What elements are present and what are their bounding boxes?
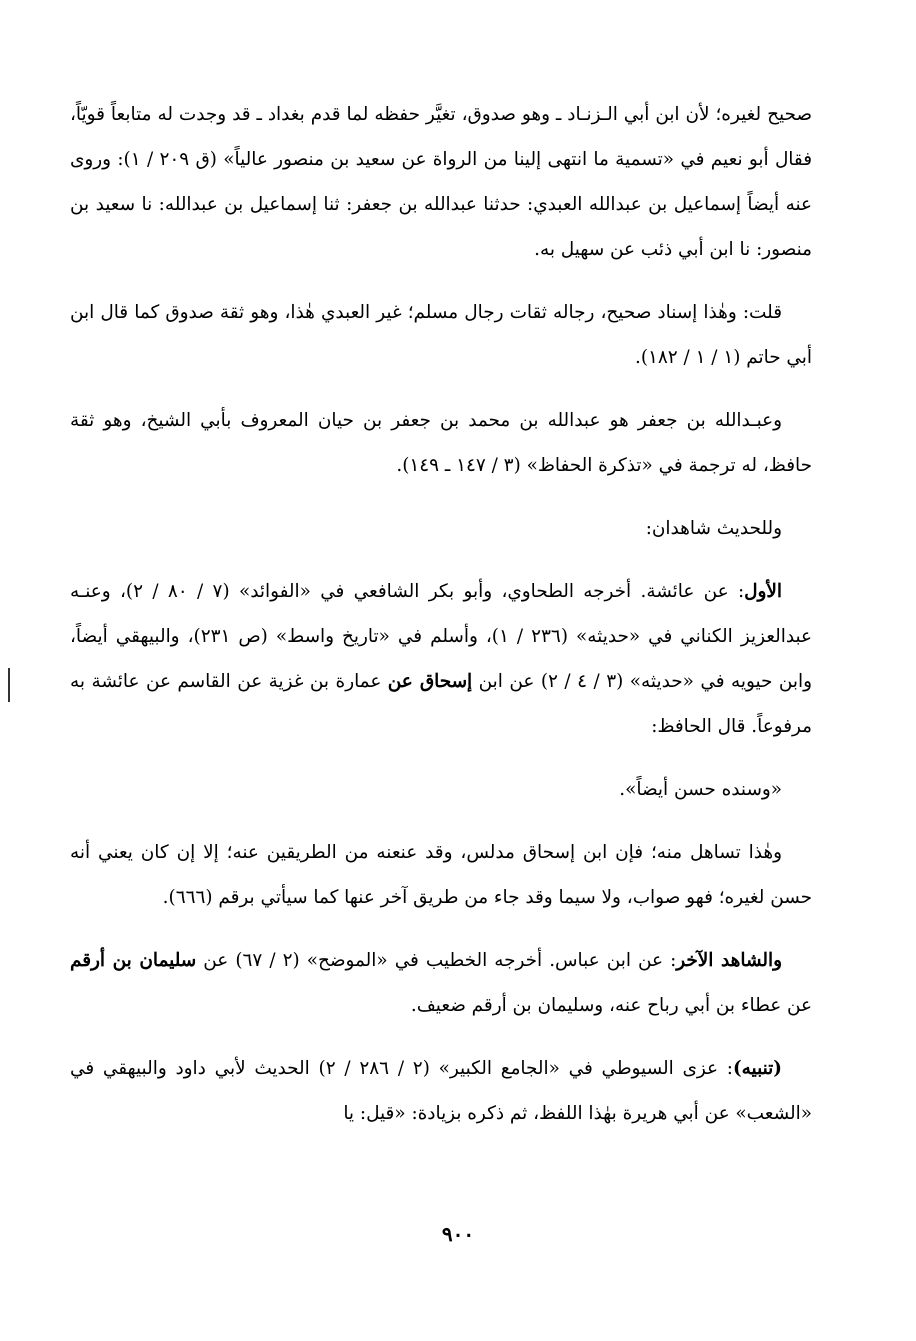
paragraph-8 — [70, 938, 812, 1028]
paragraph-3 — [70, 398, 812, 488]
paragraph-9-text: : عزى السيوطي في «الجامع الكبير» (٢ / ٢٨٦ / ٢) الحديث لأبي داود والبيهقي في «الشعب» عن أبي هريرة بهٰذا اللفظ، ثم ذكره بزيادة: «قيل: يا — [70, 1058, 812, 1124]
paragraph-5 — [70, 569, 812, 749]
paragraph-2 — [70, 290, 812, 380]
page-number: ٩٠٠ — [441, 1222, 475, 1246]
paragraph-8-text-b: عن عطاء بن أبي رباح عنه، وسليمان بن أرقم ضعيف. — [410, 995, 812, 1016]
paragraph-5-text-b: عمارة بن غزية عن القاسم عن عائشة به مرفوعاً. قال الحافظ: — [70, 671, 812, 737]
paragraph-5-bold-name: إسحاق عن — [387, 671, 473, 692]
paragraph-6-text: «وسنده حسن أيضاً». — [619, 779, 782, 800]
first-witness-heading: الأول — [744, 581, 782, 602]
paragraph-3-text: وعبـدالله بن جعفر هو عبدالله بن محمد بن جعفر بن حيان المعروف بأبي الشيخ، وهو ثقة حافظ، له ترجمة في «تذكرة الحفاظ» (٣ / ١٤٧ ـ ١٤٩). — [70, 410, 812, 476]
second-witness-heading: والشاهد الآخر — [676, 950, 782, 971]
paragraph-2-text: قلت: وهٰذا إسناد صحيح، رجاله ثقات رجال مسلم؛ غير العبدي هٰذا، وهو ثقة صدوق كما قال ابن أبي حاتم (١ / ١ / ١٨٢). — [70, 302, 812, 368]
paragraph-8-text-a: : عن ابن عباس. أخرجه الخطيب في «الموضح» (٢ / ٦٧) عن — [196, 950, 677, 971]
paragraph-4-text: وللحديث شاهدان: — [645, 518, 782, 539]
paragraph-7 — [70, 830, 812, 920]
paragraph-1 — [70, 92, 812, 272]
paragraph-7-text: وهٰذا تساهل منه؛ فإن ابن إسحاق مدلس، وقد عنعنه من الطريقين عنه؛ إلا إن كان يعني أنه حسن لغيره؛ فهو صواب، ولا سيما وقد جاء من طريق آخر عنها كما سيأتي برقم (٦٦٦). — [70, 842, 812, 908]
paragraph-4 — [70, 506, 812, 551]
paragraph-9 — [70, 1046, 812, 1136]
paragraph-6 — [70, 767, 812, 812]
paragraph-8-bold-name: سليمان بن أرقم — [70, 950, 197, 971]
note-heading: (تنبيه) — [732, 1058, 782, 1079]
paragraph-1-text: صحيح لغيره؛ لأن ابن أبي الـزنـاد ـ وهو صدوق، تغيَّر حفظه لما قدم بغداد ـ قد وجدت له متابعاً قويّاً، فقال أبو نعيم في «تسمية ما انتهى إلينا من الرواة عن سعيد بن منصور عالياً» (ق ٢٠٩ / ١): وروى عنه أيضاً إسماعيل بن عبدالله العبدي: حدثنا عبدالله بن جعفر: ثنا إسماعيل بن عبدالله: نا سعيد بن منصور: نا ابن أبي ذئب عن سهيل به. — [70, 104, 812, 260]
paragraph-5-text-a: : عن عائشة. أخرجه الطحاوي، وأبو بكر الشافعي في «الفوائد» (٧ / ٨٠ / ٢)، وعنـه عبدالعزيز الكناني في «حديثه» (٢٣٦ / ١)، وأسلم في «تاريخ واسط» (ص ٢٣١)، والبيهقي أيضاً، وابن حيويه في «حديثه» (٣ / ٤ / ٢) عن ابن — [70, 581, 813, 692]
page-body — [70, 92, 812, 1154]
margin-line-mark — [8, 668, 10, 702]
